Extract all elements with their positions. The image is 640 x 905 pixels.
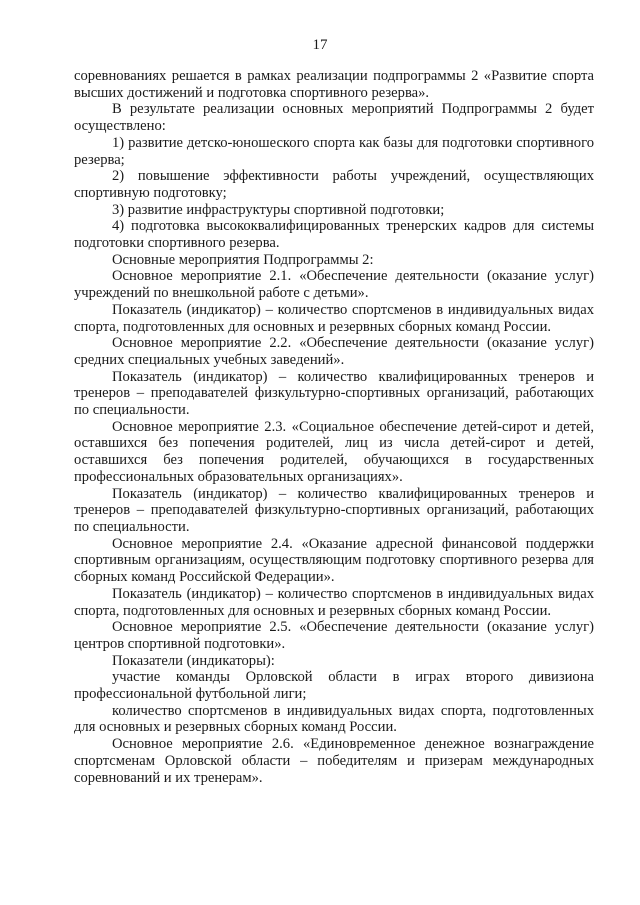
paragraph: Показатели (индикаторы): xyxy=(112,652,275,669)
paragraph: Показатель (индикатор) – количество квалифицированных тренеров и тренеров – преподавателей физкультурно-спортивных организаций, работающих по специальности. xyxy=(74,368,594,419)
page-number: 17 xyxy=(312,37,328,53)
paragraph: Основное мероприятие 2.2. «Обеспечение деятельности (оказание услуг) средних специальных учебных заведений». xyxy=(74,335,594,368)
paragraph: соревнованиях решается в рамках реализации подпрограммы 2 «Развитие спорта высших достижений и подготовка спортивного резерва». xyxy=(74,68,594,101)
paragraph: 4) подготовка высококвалифицированных тренерских кадров для системы подготовки спортивного резерва. xyxy=(74,218,594,252)
paragraph: Основное мероприятие 2.3. «Социальное обеспечение детей-сирот и детей, оставшихся без попечения родителей, лиц из числа детей-сирот и детей, оставшихся без попечения родителей, обучающихся в государственных профессиональных образовательных организациях». xyxy=(74,418,594,485)
document-body xyxy=(74,68,594,786)
paragraph: Основное мероприятие 2.1. «Обеспечение деятельности (оказание услуг) учреждений по внешкольной работе с детьми». xyxy=(74,268,594,302)
paragraph: 2) повышение эффективности работы учреждений, осуществляющих спортивную подготовку; xyxy=(74,168,594,201)
paragraph: Основные мероприятия Подпрограммы 2: xyxy=(112,251,374,268)
paragraph: участие команды Орловской области в играх второго дивизиона профессиональной футбольной лиги; xyxy=(74,669,594,703)
paragraph: 3) развитие инфраструктуры спортивной подготовки; xyxy=(112,201,445,218)
paragraph: Основное мероприятие 2.4. «Оказание адресной финансовой поддержки спортивным организациям, осуществляющим подготовку спортивного резерва для сборных команд Российской Федерации». xyxy=(74,535,594,586)
paragraph: В результате реализации основных мероприятий Подпрограммы 2 будет осуществлено: xyxy=(74,101,594,135)
paragraph: Показатель (индикатор) – количество спортсменов в индивидуальных видах спорта, подготовленных для основных и резервных сборных команд России. xyxy=(74,301,594,335)
paragraph: Показатель (индикатор) – количество спортсменов в индивидуальных видах спорта, подготовленных для основных и резервных сборных команд России. xyxy=(74,585,594,619)
paragraph: Основное мероприятие 2.5. «Обеспечение деятельности (оказание услуг) центров спортивной подготовки». xyxy=(74,619,594,652)
paragraph: Основное мероприятие 2.6. «Единовременное денежное вознаграждение спортсменам Орловской области – победителям и призерам международных соревнований и их тренерам». xyxy=(74,736,594,786)
paragraph: количество спортсменов в индивидуальных видах спорта, подготовленных для основных и резервных сборных команд России. xyxy=(74,702,594,736)
paragraph: Показатель (индикатор) – количество квалифицированных тренеров и тренеров – преподавателей физкультурно-спортивных организаций, работающих по специальности. xyxy=(74,485,594,535)
paragraph: 1) развитие детско-юношеского спорта как базы для подготовки спортивного резерва; xyxy=(74,134,594,168)
